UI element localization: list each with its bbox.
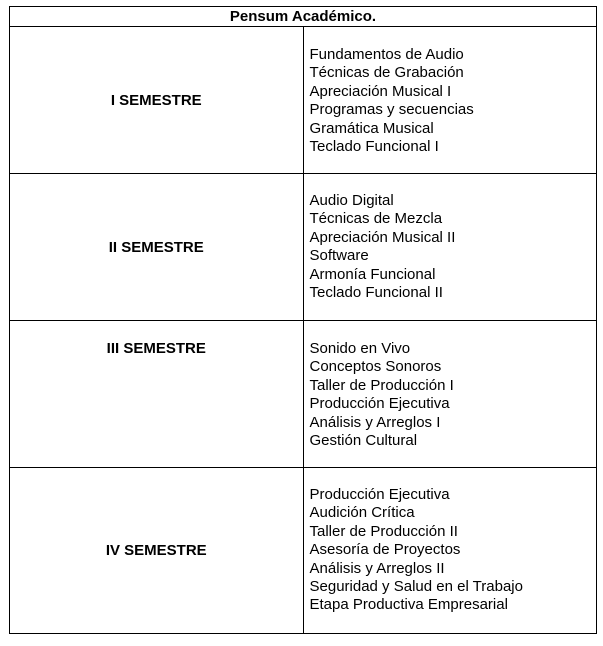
course-item: Sonido en Vivo <box>309 340 411 357</box>
course-item: Análisis y Arreglos II <box>309 559 445 577</box>
course-list <box>303 27 597 174</box>
course-item: Gestión Cultural <box>309 432 418 450</box>
course-list <box>303 468 597 634</box>
pensum-table <box>9 6 597 634</box>
course-list <box>303 174 597 321</box>
course-item: Audio Digital <box>309 192 394 209</box>
table-title: Pensum Académico. <box>10 7 597 27</box>
course-item: Taller de Producción I <box>309 376 454 394</box>
course-item: Producción Ejecutiva <box>309 486 450 503</box>
semester-label: I SEMESTRE <box>10 27 304 174</box>
course-item: Asesoría de Proyectos <box>309 541 461 559</box>
course-item: Taller de Producción II <box>309 522 458 540</box>
course-item: Teclado Funcional I <box>309 138 439 156</box>
course-item: Audición Crítica <box>309 504 415 522</box>
semester-row-3 <box>10 321 597 468</box>
course-item: Técnicas de Grabación <box>309 64 464 82</box>
course-item: Programas y secuencias <box>309 101 474 119</box>
course-item: Armonía Funcional <box>309 265 436 283</box>
semester-row-2 <box>10 174 597 321</box>
table-header-row <box>10 7 597 27</box>
course-item: Gramática Musical <box>309 119 434 137</box>
semester-label: IV SEMESTRE <box>10 468 304 634</box>
course-item: Análisis y Arreglos I <box>309 413 441 431</box>
course-item: Apreciación Musical I <box>309 82 452 100</box>
semester-row-4 <box>10 468 597 634</box>
course-item: Técnicas de Mezcla <box>309 210 443 228</box>
course-item: Apreciación Musical II <box>309 228 456 246</box>
course-item: Software <box>309 247 369 265</box>
semester-label: III SEMESTRE <box>106 340 206 357</box>
semester-row-1 <box>10 27 597 174</box>
course-list <box>303 321 597 468</box>
semester-label-cell <box>10 321 304 468</box>
course-item: Seguridad y Salud en el Trabajo <box>309 578 523 596</box>
semester-label: II SEMESTRE <box>10 174 304 321</box>
course-item: Producción Ejecutiva <box>309 395 450 413</box>
course-item: Conceptos Sonoros <box>309 358 442 376</box>
course-item: Teclado Funcional II <box>309 284 443 302</box>
course-item: Etapa Productiva Empresarial <box>309 596 508 614</box>
course-item: Fundamentos de Audio <box>309 46 464 63</box>
